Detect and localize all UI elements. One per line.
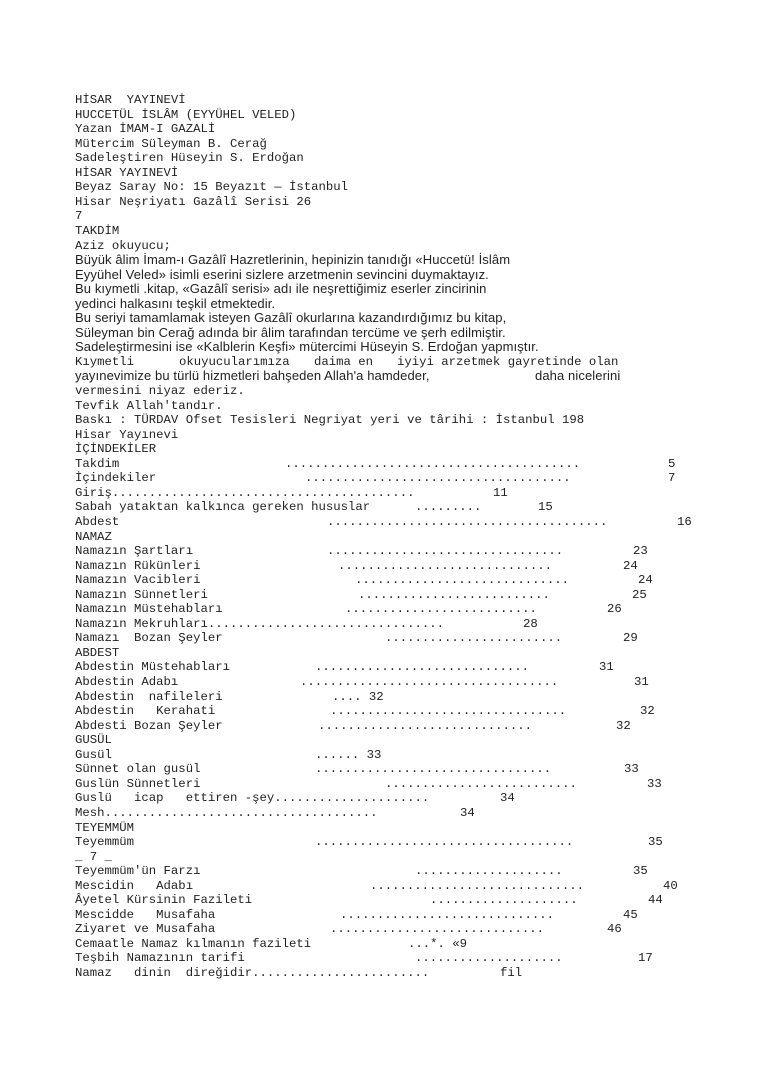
toc-title: Âyetel Kürsinin Fazileti [75, 893, 253, 908]
preface-word: daha nicelerini [535, 368, 621, 384]
toc-page-number: 15 [538, 500, 553, 515]
toc-title: Giriş......................................... [75, 485, 415, 500]
preface-line: Hisar Yayınevi [75, 427, 179, 442]
toc-page-number: fil [500, 966, 523, 980]
toc-title: Namazın Mekruhları................................ [75, 616, 444, 631]
toc-page-number: 17 [638, 951, 653, 966]
toc-title: Abdesti Bozan Şeyler [75, 718, 223, 733]
preface-line: Bu kıymetli .kitap, «Gazâlî serisi» adı ile neşrettiğimiz eserler zincirinin [75, 281, 487, 297]
toc-row [0, 850, 768, 864]
toc-row [0, 530, 768, 544]
toc-page-number: 35 [633, 864, 648, 879]
toc-title: Namazın Rükünleri [75, 558, 201, 573]
toc-row [0, 806, 768, 820]
toc-title: Namazı Bozan Şeyler [75, 631, 223, 646]
toc-title: ABDEST [75, 645, 120, 660]
toc-leader: ................................ [330, 704, 567, 719]
toc-page-number: 33 [647, 776, 662, 791]
toc-page-number: 33 [624, 762, 639, 777]
toc-page-number: 31 [599, 660, 614, 675]
toc-page-number: 44 [648, 893, 663, 908]
toc-title: Teyemmüm'ün Farzı [75, 864, 201, 879]
toc-leader: ................................ [315, 762, 552, 777]
toc-page-number: 34 [500, 791, 515, 806]
header-line: Mütercim Süleyman B. Cerağ [75, 136, 267, 151]
toc-row [0, 719, 768, 733]
toc-leader: .................................... [305, 471, 571, 486]
toc-leader: ............................. [355, 573, 570, 588]
toc-row [0, 660, 768, 674]
header-line: Sadeleştiren Hüseyin S. Erdoğan [75, 151, 304, 166]
preface-word: okuyucularımıza [179, 354, 290, 369]
toc-title: Mesh..................................... [75, 805, 378, 820]
header-line: TAKDİM [75, 223, 120, 238]
toc-leader: .................... [415, 951, 563, 966]
header-line: Beyaz Saray No: 15 Beyazıt — İstanbul [75, 180, 349, 195]
toc-row [0, 835, 768, 849]
toc-page-number: 26 [607, 602, 622, 617]
toc-title: Abdestin Adabı [75, 675, 179, 689]
toc-leader: ............................. [330, 922, 545, 937]
toc-title: GUSÜL [75, 733, 112, 748]
toc-page-number: 32 [640, 704, 655, 719]
toc-page-number: 35 [648, 835, 663, 850]
toc-leader: .......................... [385, 776, 577, 791]
preface-word: daima en [314, 354, 374, 369]
toc-row [0, 864, 768, 878]
preface-word: iyiyi arzetmek gayretinde olan [397, 354, 619, 369]
preface-word: Kıymetli [75, 354, 135, 369]
toc-title: Takdim [75, 456, 120, 471]
toc-page-number: 28 [523, 616, 538, 631]
toc-leader: ................................... [300, 675, 559, 689]
toc-leader: ........................................ [285, 456, 581, 471]
toc-row [0, 471, 768, 485]
toc-row [0, 908, 768, 922]
toc-page-number: 40 [663, 878, 678, 893]
toc-title: Abdest [75, 514, 120, 529]
toc-leader: ............................. [315, 660, 530, 675]
toc-row [0, 762, 768, 776]
toc-title: Abdestin Kerahati [75, 704, 216, 719]
preface-line: İÇİNDEKİLER [75, 442, 157, 457]
toc-title: _ 7 _ [75, 849, 112, 864]
toc-title: TEYEMMÜM [75, 820, 135, 835]
toc-page-number: 32 [616, 718, 631, 733]
toc-row [0, 733, 768, 747]
toc-page-number: 45 [623, 907, 638, 922]
toc-page-number: 34 [460, 805, 475, 820]
toc-title: Ziyaret ve Musafaha [75, 922, 216, 937]
toc-title: Namaz dinin direğidir........................ [75, 966, 430, 980]
toc-row [0, 515, 768, 529]
preface-line: Süleyman bin Cerağ adında bir âlim tarafından tercüme ve şerh edilmiştir. [75, 324, 506, 340]
toc-row [0, 617, 768, 631]
toc-row [0, 748, 768, 762]
toc-row [0, 500, 768, 514]
toc-row [0, 937, 768, 951]
toc-leader: ............................. [318, 718, 533, 733]
toc-row [0, 544, 768, 558]
toc-row [0, 573, 768, 587]
toc-row [0, 486, 768, 500]
preface-line: yedinci halkasını teşkil etmektedir. [75, 295, 276, 311]
toc-title: Abdestin nafileleri [75, 689, 223, 704]
toc-page-number: 5 [668, 456, 676, 471]
toc-title: Namazın Vacibleri [75, 573, 201, 588]
toc-page-number: 23 [633, 544, 648, 559]
toc-page-number: 7 [668, 471, 676, 486]
toc-leader: .......................... [345, 602, 537, 617]
toc-leader: ...................................... [327, 514, 608, 529]
toc-row [0, 922, 768, 936]
toc-title: Cemaatle Namaz kılmanın fazileti [75, 936, 312, 951]
toc-leader: ............................. [370, 878, 585, 893]
toc-title: Abdestin Müstehabları [75, 660, 230, 675]
header-line: HİSAR YAYINEVİ [75, 165, 179, 180]
toc-row [0, 646, 768, 660]
toc-row [0, 893, 768, 907]
header-line: HUCCETÜL İSLÂM (EYYÜHEL VELED) [75, 107, 297, 122]
toc-row [0, 879, 768, 893]
toc-row [0, 602, 768, 616]
toc-row [0, 588, 768, 602]
toc-title: Mescidin Adabı [75, 878, 194, 893]
toc-title: Namazın Şartları [75, 544, 194, 559]
toc-title: Guslün Sünnetleri [75, 776, 201, 791]
toc-row [0, 559, 768, 573]
toc-row [0, 966, 768, 980]
toc-page-number: 24 [638, 573, 653, 588]
toc-leader: ........................ [385, 631, 563, 646]
toc-leader: ................................ [327, 544, 564, 559]
header-line: Yazan İMAM-I GAZALİ [75, 122, 216, 137]
toc-leader: ............................. [338, 558, 553, 573]
toc-title: Teşbih Namazının tarifi [75, 951, 245, 966]
toc-title: Namazın Sünnetleri [75, 587, 208, 602]
toc-leader: ......... [415, 500, 482, 515]
toc-row [0, 690, 768, 704]
header-line: Aziz okuyucu; [75, 238, 171, 253]
preface-line: Sadeleştirmesini ise «Kalblerin Keşfi» mütercimi Hüseyin S. Erdoğan yapmıştır. [75, 339, 539, 355]
toc-row [0, 631, 768, 645]
toc-page-number: 16 [677, 514, 692, 529]
toc-leader: .................... [415, 864, 563, 879]
toc-title: Teyemmüm [75, 835, 135, 850]
toc-row [0, 777, 768, 791]
toc-leader: ...*. «9 [408, 936, 468, 951]
toc-row [0, 457, 768, 471]
toc-page-number: 31 [634, 675, 649, 689]
toc-page-number: 46 [607, 922, 622, 937]
preface-line: vermesini niyaz ederiz. [75, 384, 245, 398]
preface-line: Eyyühel Veled» isimli eserini sizlere arzetmenin sevincini duymaktayız. [75, 266, 489, 282]
toc-leader: .... 32 [332, 689, 384, 704]
preface-line: Büyük âlim İmam-ı Gazâlî Hazretlerinin, hepinizin tanıdığı «Huccetü! İslâm [75, 252, 511, 268]
preface-line: Bu seriyi tamamlamak isteyen Gazâlî okurlarına kazandırdığımız bu kitap, [75, 310, 507, 326]
preface-word: yayınevimize bu türlü hizmetleri bahşeden Allah'a hamdeder, [75, 368, 430, 384]
header-line: HİSAR YAYINEVİ [75, 93, 186, 107]
toc-title: Guslü icap ettiren -şey..................... [75, 791, 430, 806]
toc-row [0, 675, 768, 689]
toc-title: Namazın Müstehabları [75, 602, 223, 617]
toc-title: NAMAZ [75, 529, 112, 544]
toc-page-number: 24 [623, 558, 638, 573]
toc-title: Gusül [75, 747, 112, 762]
toc-title: Sünnet olan gusül [75, 762, 201, 777]
toc-page-number: 29 [623, 631, 638, 646]
toc-leader: ............................. [340, 907, 555, 922]
toc-row [0, 821, 768, 835]
toc-row [0, 704, 768, 718]
toc-leader: .......................... [358, 587, 550, 602]
toc-row [0, 951, 768, 965]
header-line: 7 [75, 209, 83, 224]
toc-title: İçindekiler [75, 471, 157, 486]
toc-leader: ...... 33 [315, 747, 382, 762]
toc-page-number: 11 [493, 485, 508, 500]
toc-leader: .................... [430, 893, 578, 908]
toc-title: Sabah yataktan kalkınca gereken hususlar [75, 500, 371, 515]
header-line: Hisar Neşriyatı Gazâlî Serisi 26 [75, 194, 312, 209]
preface-line: Tevfik Allah'tandır. [75, 398, 223, 413]
toc-leader: ................................... [315, 835, 574, 850]
toc-page-number: 25 [632, 587, 647, 602]
toc-row [0, 791, 768, 805]
preface-line: Baskı : TÜRDAV Ofset Tesisleri Negriyat yeri ve târihi : İstanbul 198 [75, 413, 585, 428]
toc-title: Mescidde Musafaha [75, 907, 216, 922]
